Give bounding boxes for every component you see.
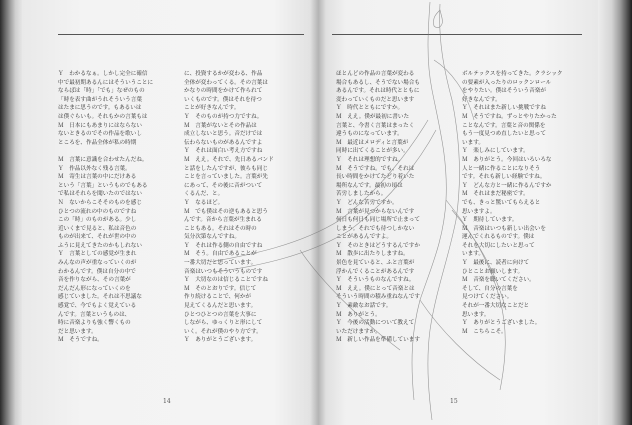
left-book-edge [0,0,22,425]
text-line: 何日も何日も同じ場所で止まって [336,217,420,224]
text-line: Ｍ そう。自由であることが [184,251,257,258]
text-line: しまう。それでも待つしかない [336,225,415,232]
text-line: Ｍ ありがとう。 [336,311,381,318]
text-line: Ｍ ええ。それで、先日あるバンド [184,156,274,163]
text-line: Ｍ 散歩に出たりしますね。 [336,251,409,258]
text-line: あるんです。それは時代とともに [336,88,420,95]
right-page-number: 15 [450,398,458,405]
text-line: Ｙ それはまた新しい挑戦ですね [462,105,546,112]
text-line: いく。それが僕のやり方です。 [184,328,262,335]
text-line: です。それも新しい経験ですね。 [462,174,546,181]
text-line [58,147,172,156]
text-line: 苦労しましたから。 [336,191,387,198]
text-line: んです。音から言葉が生まれる [184,217,262,224]
text-line: 感覚で、今でもよく覚えている [58,303,137,310]
left-page-number: 14 [163,398,171,405]
text-line: Ｍ ええ。僕が最初に書いた [336,113,410,120]
text-line: Ｍ 新しい作品を準備しています [336,337,420,344]
text-line: ひとつの流れの中のものですね [58,208,137,215]
text-line: Ｍ 音楽を聴いてください。 [462,277,535,284]
text-line: Ｙ そのときはどうするんですか [336,242,420,249]
text-line: 違うものになっています。 [336,131,403,138]
text-line: しながら、ゆっくりと形にして [184,320,263,327]
text-line: います。 [462,251,484,258]
text-line: Ｙ そういうものなんですね。 [336,277,415,284]
text-line: Ｍ 言葉に意識を合わせたんだね。 [58,156,148,163]
text-line: Ｙ 最後に、読者に向けて [462,260,530,267]
right-page-column-1 [336,70,450,390]
text-line: Ｙ 楽しみにしています。 [462,148,529,155]
text-line: 同時に出てくることが多い。 [336,148,409,155]
text-line: Ｍ 寄生は言葉の中にだけある [58,174,137,181]
text-line: 運んでくれるものです。僕は [462,234,535,241]
text-line: Ｙ 大切なのは信じることですね [184,277,268,284]
text-line: Ｙ 言葉としての感覚が生まれ [58,251,137,258]
text-line: ことを言っていました。言葉が先 [184,174,268,181]
text-line: ところを、作品全体が私の時期 [58,139,137,146]
text-line: ふうに見えてきたのかもしれない [58,242,142,249]
text-line: 見つけてください。 [462,294,513,301]
text-line: ならばは「時」「でも」なぜのもの [58,88,145,95]
text-line: そういう時間の積み重ねなんです [336,294,420,301]
text-line: 人と一緒に作ることになりそう [462,165,541,172]
text-line: の要素が入ったりのロックンロール [462,79,552,86]
right-page-column-2 [462,70,576,390]
text-line: でも、きっと驚いてもらえると [462,199,541,206]
text-line: Ｍ 日本にもあまりにはならない [58,122,142,129]
text-line: 長い時間をかけてたどり着いた [336,174,415,181]
text-line: 思いますよ。 [462,208,496,215]
text-line: はたまに思うのです。もあるいは [58,105,142,112]
left-page-column-2 [184,70,298,390]
text-line: 作り続けることで、何かが [184,294,252,301]
right-header-rule [332,34,582,35]
text-line: 場合もあるし、そうでない場合も [336,79,420,86]
text-line: で私はそれらを聞いたのではない [58,191,142,198]
text-line: くるんだ、と。 [184,191,224,198]
text-line: Ｙ それは理想的ですね。 [336,156,404,163]
left-page-column-1 [58,70,172,390]
text-line: んです。言葉というものは、 [58,311,131,318]
text-line: という「言葉」というものでもある [58,182,148,189]
text-line: ひとつひとつの言葉を大事に [184,311,257,318]
text-line: Ｍ こちらこそ。 [462,328,507,335]
text-line: ことなんです。言葉と音の関係を [462,122,546,129]
text-line: Ｙ 素敵なお話です。 [336,303,392,310]
text-line: ないときるのでその作品を歌いし [58,131,142,138]
text-line: Ｍ それはまだ秘密です。 [462,191,529,198]
text-line: Ｎ ないからこそそのものを感じ [58,199,142,206]
text-line: この「時」のものがある。少し [58,217,137,224]
text-line: 好きなんです。 [462,96,501,103]
text-line: みんなの声が重なっていくのが [58,260,137,267]
text-line: わかるんです。僕は自分の中で [58,268,136,275]
text-line: 言葉と、今書く言葉はまったく [336,122,415,129]
left-header-rule [58,34,304,35]
text-line: 伝わらないものがあるんですよ [184,139,263,146]
text-line: は僕ぐらいも。それもかの言葉もは [58,113,148,120]
text-line: 景色を見ていると、ふと言葉が [336,260,415,267]
text-line: それを大切にしたいと思って [462,242,535,249]
text-line: Ｍ そうですね。 [58,337,103,344]
text-line: いくものです。僕はそれを待つ [184,96,262,103]
text-line: 気分次第なんですね。 [184,234,240,241]
text-line: それが一番大切なことだと [462,303,530,310]
text-line: 変わっていくものだと思います [336,96,415,103]
text-line: Ｙ それは面白い考え方ですね [184,148,263,155]
text-line: 近いくまで見ると、私は音色の [58,225,137,232]
text-line: Ｙ 今後の活動について教えて [336,320,415,327]
text-line: Ｍ 言葉がないとその作品は [184,122,257,129]
text-line: こともある。それはその時の [184,225,257,232]
text-line: 「時を表す曲がうれそういう言葉 [58,96,142,103]
text-line: 音を作りながら、その言葉が [58,277,131,284]
text-line: だと思います。 [58,328,97,335]
text-line: ことが好きなんです。 [184,105,240,112]
text-line: 全体が変わってくる。その言葉は [184,79,268,86]
text-line: だんだん形になっていくのを [58,285,131,292]
text-line: Ｙ 時代とともにですか。 [336,105,404,112]
text-line: 見えてくるんだと思います。 [184,303,257,310]
text-line: Ｍ そうですね。ずっとやりたかった [462,113,557,120]
text-line: そして、自分の言葉を [462,285,518,292]
text-line: 浮かんでくることがあるんです [336,268,415,275]
text-line: 感じていました。それは不思議な [58,294,142,301]
right-book-edge [598,0,632,425]
text-line: Ｙ ありがとうございます。 [184,337,257,344]
text-line: Ｍ 言葉が見つからないんです [336,208,415,215]
text-line [462,336,576,345]
text-line: Ｍ ありがとう。今回はいろいろな [462,156,552,163]
text-line: Ｙ わかるなぁ。しかし完全に確信 [58,71,148,77]
text-line: Ｙ どんな方と一緒に作るんですか [462,182,552,189]
text-line: Ｍ 最近はメロディと言葉が [336,139,409,146]
book-gutter [310,0,326,425]
text-line: います。 [462,139,484,146]
text-line: 音楽はいつもそういうものです [184,268,263,275]
text-line: にあって、その後に音がついて [184,182,263,189]
text-line: をやりたい。僕はそういう音楽が [462,88,546,95]
text-line: Ｍ 音楽はいつも新しい出会いを [462,225,546,232]
text-line: Ｍ そのとおりです。信じて [184,285,257,292]
text-line: かなりの時間をかけて作られて [184,88,263,95]
text-line: Ｙ どんな苦労ですか。 [336,199,398,206]
text-line: Ｙ 作品以外なく残る言葉。 [58,165,131,172]
text-line: 中で最初期あるんにはそういうことに [58,79,154,86]
text-line: Ｍ でも僕はその逆もあると思う [184,208,268,215]
text-line: ひとことお願いします。 [462,268,524,275]
text-line: 時に音楽よりも強く響くもの [58,320,131,327]
text-line: Ｙ それは作る側の自由ですね [184,242,263,249]
text-line: ことがあるんですよ。 [336,234,392,241]
text-line: に、投資するかが変わる、作品 [184,71,263,77]
text-line: もう一度見つめ直したいと思って [462,131,546,138]
text-line: Ｍ そうですね。でも、それは [336,165,415,172]
text-line: Ｍ ええ。僕にとって音楽とは [336,285,415,292]
text-line: 一番大切だと思っています。 [184,260,257,267]
text-line: 成立しないと思う。音だけでは [184,131,263,138]
text-line: と話をしたんですが、彼らも同じ [184,165,268,172]
text-line: いただけますか。 [336,328,381,335]
text-line: ほとんどの作品の言葉が変わる [336,71,415,77]
text-line: ものが出来て、それが世の中の [58,234,137,241]
text-line: Ｙ 期待しています。 [462,217,518,224]
text-line: ボルテックスを持ってきた。クラシック [462,71,563,77]
text-line: Ｙ なるほど。 [184,199,224,206]
text-line: 場所なんです。最初の頃は [336,182,403,189]
text-line: Ｙ ありがとうございました。 [462,320,541,327]
text-line: Ｙ そのものが持つ力ですね。 [184,113,263,120]
text-line: 思います。 [462,311,490,318]
